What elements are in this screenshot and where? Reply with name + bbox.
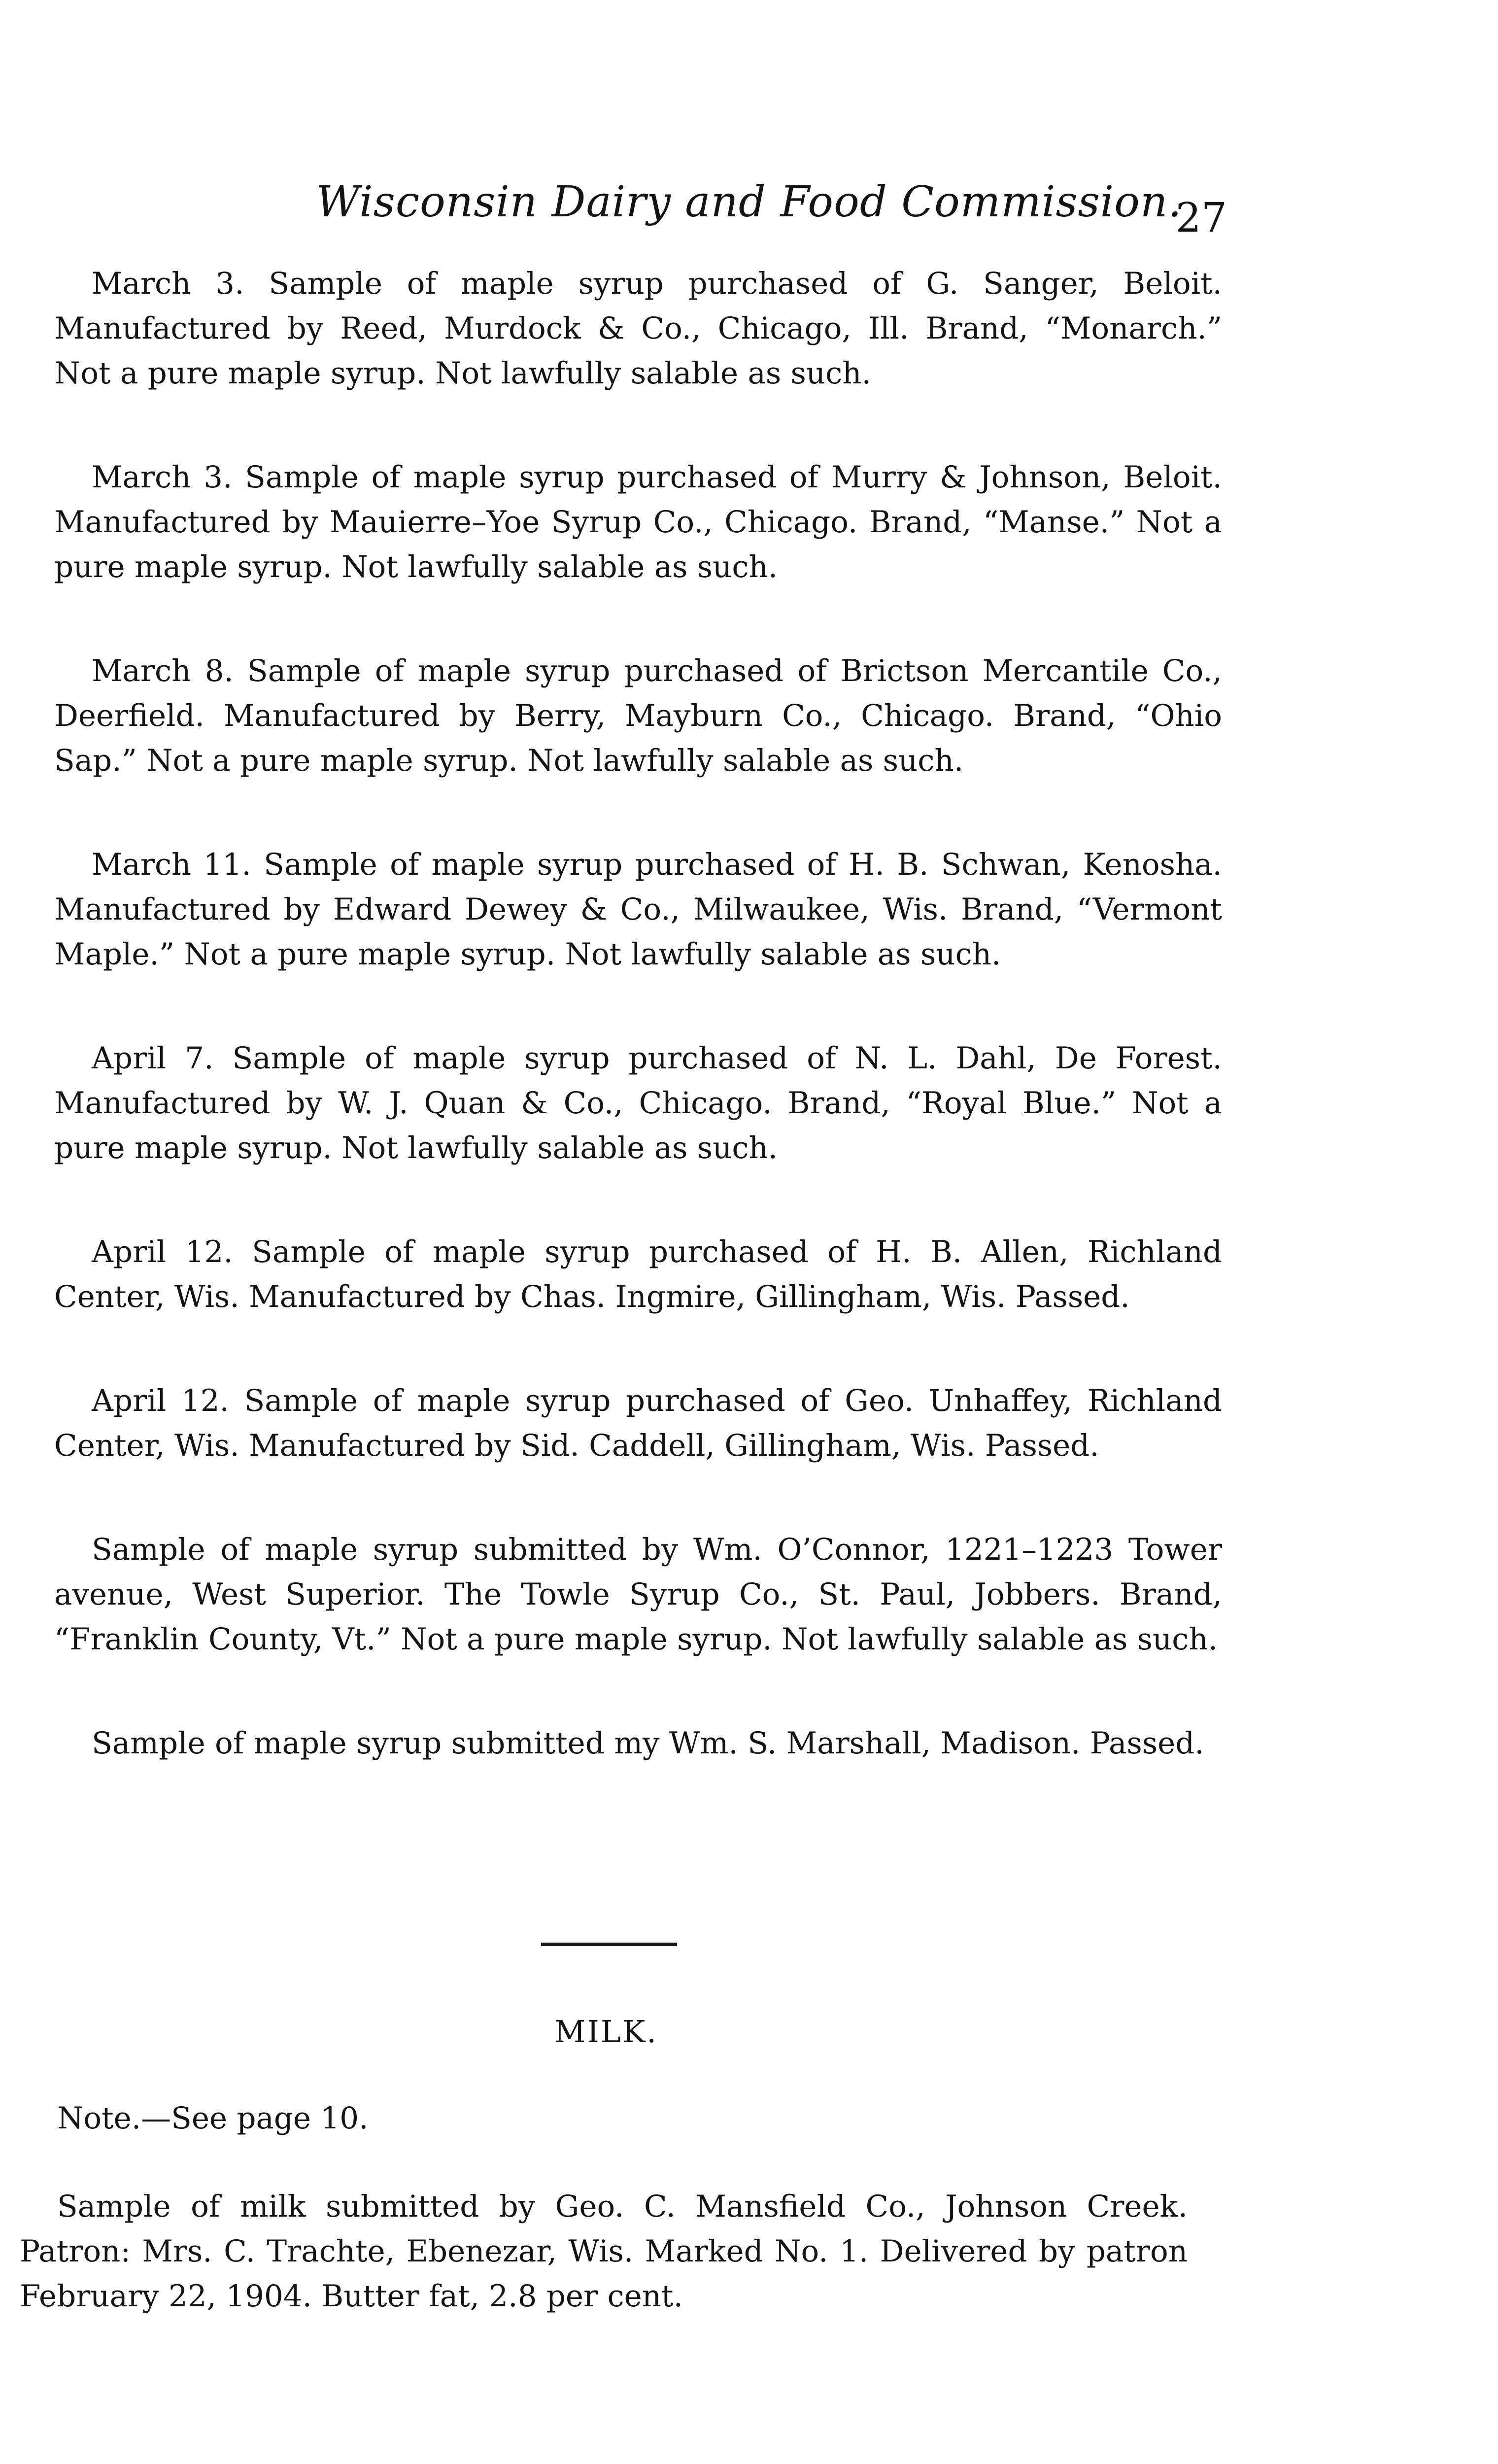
milk-section [20, 2096, 1188, 2319]
entry-paragraph: April 7. Sample of maple syrup purchased of N. L. Dahl, De Forest. Manufactured by W. J. Quan & Co., Chicago. Brand, “Royal Blue.” Not a pure maple syrup. Not lawfully salable as such. [54, 1041, 1222, 1165]
entry-paragraph: March 3. Sample of maple syrup purchased of G. Sanger, Beloit. Manufactured by Reed, Murdock & Co., Chicago, Ill. Brand, “Monarch.” Not a pure maple syrup. Not lawfully salable as such. [54, 266, 1222, 391]
maple-syrup-entries [54, 261, 1222, 1825]
running-title: Wisconsin Dairy and Food Commission. [316, 177, 1182, 227]
section-heading: MILK. [554, 2014, 658, 2050]
entry-paragraph: Sample of maple syrup submitted by Wm. O’Connor, 1221–1223 Tower avenue, West Superior. The Towle Syrup Co., St. Paul, Jobbers. Brand, “Franklin County, Vt.” Not a pure maple syrup. Not lawfully salable as such. [54, 1532, 1222, 1657]
entry-paragraph: Sample of milk submitted by Geo. C. Mansfield Co., Johnson Creek. Patron: Mrs. C. Trachte, Ebenezar, Wis. Marked No. 1. Delivered by patron February 22, 1904. Butter fat, 2.8 per cent. [20, 2189, 1188, 2314]
entry-paragraph: April 12. Sample of maple syrup purchased of H. B. Allen, Richland Center, Wis. Manufactured by Chas. Ingmire, Gillingham, Wis. Passed. [54, 1234, 1222, 1314]
note-text: Note.—See page 10. [57, 2101, 369, 2136]
entry-paragraph: Sample of maple syrup submitted my Wm. S. Marshall, Madison. Passed. [92, 1726, 1204, 1761]
entry-paragraph: March 8. Sample of maple syrup purchased of Brictson Mercantile Co., Deerfield. Manufactured by Berry, Mayburn Co., Chicago. Brand, “Ohio Sap.” Not a pure maple syrup. Not lawfully salable as such. [54, 653, 1222, 778]
entry-paragraph: April 12. Sample of maple syrup purchased of Geo. Unhaffey, Richland Center, Wis. Manufactured by Sid. Caddell, Gillingham, Wis. Passed. [54, 1383, 1222, 1463]
section-divider-rule [541, 1943, 677, 1946]
entry-paragraph: March 11. Sample of maple syrup purchased of H. B. Schwan, Kenosha. Manufactured by Edward Dewey & Co., Milwaukee, Wis. Brand, “Vermont Maple.” Not a pure maple syrup. Not lawfully salable as such. [54, 847, 1222, 972]
entry-paragraph: March 3. Sample of maple syrup purchased of Murry & Johnson, Beloit. Manufactured by Mauierre–Yoe Syrup Co., Chicago. Brand, “Manse.” Not a pure maple syrup. Not lawfully salable as such. [54, 460, 1222, 584]
page-number: 27 [1175, 195, 1227, 241]
